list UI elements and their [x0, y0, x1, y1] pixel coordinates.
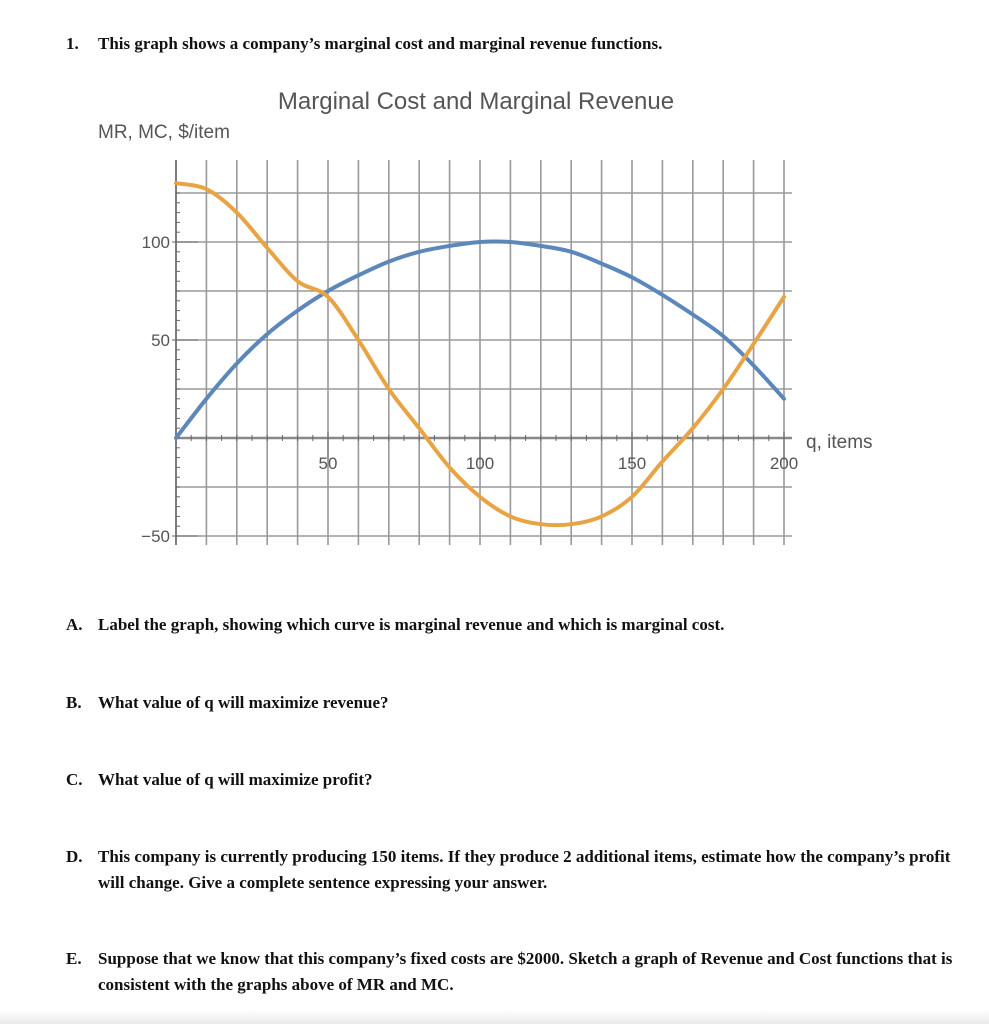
part-b-letter: B.: [66, 693, 82, 712]
x-tick-label: 100: [465, 454, 495, 473]
y-tick-label: −50: [141, 527, 170, 546]
chart-title: Marginal Cost and Marginal Revenue: [277, 88, 675, 115]
chart-x-axis-label: q, items: [806, 432, 873, 453]
y-tick-label: 100: [141, 233, 170, 252]
part-e-letter: E.: [66, 949, 82, 968]
question-text: This graph shows a company’s marginal cost and marginal revenue functions.: [98, 34, 663, 53]
x-tick-label: 150: [617, 454, 647, 473]
part-e-text: Suppose that we know that this company’s fixed costs are $2000. Sketch a graph of Revenue and Cost functions that is consistent with the graphs above of MR and MC.: [98, 949, 953, 994]
part-c-letter: C.: [66, 770, 83, 789]
page-bottom-shadow: [0, 1010, 989, 1024]
part-d-letter: D.: [66, 847, 83, 866]
chart-grid: [176, 160, 792, 545]
question-number: 1.: [66, 34, 79, 53]
chart-y-axis-label: MR, MC, $/item: [98, 122, 230, 143]
part-a-letter: A.: [66, 615, 83, 634]
x-tick-label: 50: [318, 454, 338, 473]
y-tick-label: 50: [151, 331, 170, 350]
part-a-text: Label the graph, showing which curve is marginal revenue and which is marginal cost.: [98, 615, 725, 634]
part-c-text: What value of q will maximize profit?: [98, 770, 373, 789]
part-b-text: What value of q will maximize revenue?: [98, 693, 389, 712]
part-d-text: This company is currently producing 150 items. If they produce 2 additional items, estimate how the company’s profit will change. Give a complete sentence expressing your answer.: [98, 847, 951, 892]
x-tick-label: 200: [769, 454, 799, 473]
